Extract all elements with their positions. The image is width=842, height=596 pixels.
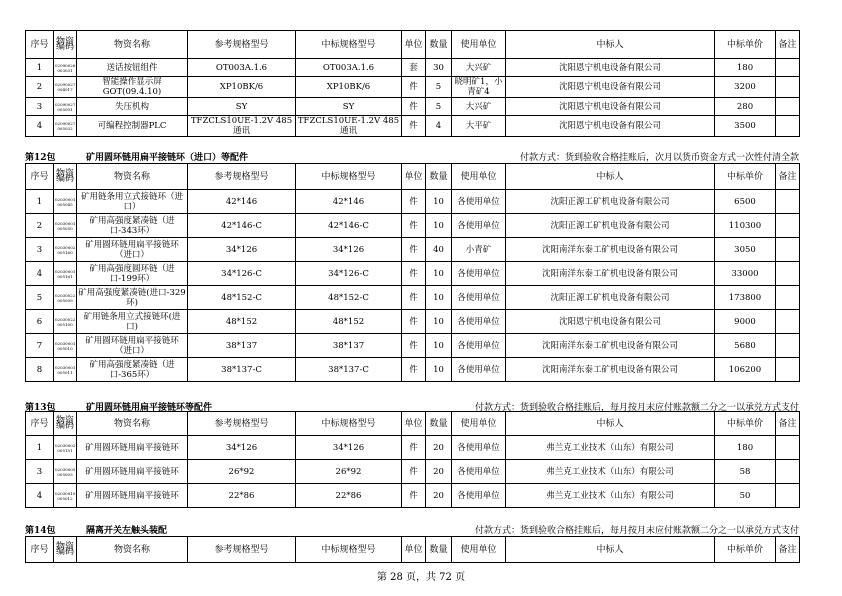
cell-note: [776, 77, 800, 98]
cell-price: 110300: [715, 214, 776, 238]
cell-winner: 沈阳南洋东泰工矿机电设备有限公司: [506, 334, 715, 358]
cell-code: 02030010 005012: [54, 484, 77, 508]
cell-seq: 6: [26, 310, 54, 334]
header-winner: 中标人: [506, 412, 715, 436]
cell-bid-model: 38*137: [296, 334, 402, 358]
header-unit: 单位: [402, 412, 426, 436]
cell-name: 矿用链条用立式接链环（进口）: [77, 190, 188, 214]
cell-bid-model: XP10BK/6: [296, 77, 402, 98]
cell-unit: 件: [402, 214, 426, 238]
cell-winner: 沈阳正源工矿机电设备有限公司: [506, 214, 715, 238]
header-price: 中标单价: [715, 31, 776, 59]
cell-bid-model: 34*126: [296, 436, 402, 460]
header-name: 物资名称: [77, 164, 188, 190]
header-note: 备注: [776, 537, 800, 563]
cell-ref-model: SY: [188, 98, 296, 116]
cell-user: 各使用单位: [452, 334, 506, 358]
cell-bid-model: OT003A.1.6: [296, 59, 402, 77]
table-row: [26, 262, 800, 286]
header-note: 备注: [776, 412, 800, 436]
header-price: 中标单价: [715, 537, 776, 563]
cell-winner: 沈阳恩宁机电设备有限公司: [506, 77, 715, 98]
cell-winner: 沈阳南洋东泰工矿机电设备有限公司: [506, 262, 715, 286]
cell-unit: 件: [402, 310, 426, 334]
cell-code: 02090027 005001: [54, 98, 77, 116]
cell-winner: 沈阳恩宁机电设备有限公司: [506, 59, 715, 77]
cell-unit: 件: [402, 460, 426, 484]
cell-unit: 件: [402, 116, 426, 137]
cell-price: 106200: [715, 358, 776, 382]
section-14-payment: 付款方式：货到验收合格挂账后，每月按月末应付账款额二分之一以承兑方式支付: [474, 526, 799, 536]
cell-note: [776, 358, 800, 382]
cell-name: 失压机构: [77, 98, 188, 116]
header-code: 物资编码: [54, 31, 77, 59]
cell-bid-model: TFZCLS10UE-1.2V 485通讯: [296, 116, 402, 137]
cell-ref-model: OT003A.1.6: [188, 59, 296, 77]
header-user: 使用单位: [452, 164, 506, 190]
cell-bid-model: 48*152-C: [296, 286, 402, 310]
cell-ref-model: 38*137-C: [188, 358, 296, 382]
cell-bid-model: 38*137-C: [296, 358, 402, 382]
cell-qty: 10: [426, 286, 452, 310]
cell-winner: 沈阳恩宁机电设备有限公司: [506, 98, 715, 116]
cell-ref-model: 48*152: [188, 310, 296, 334]
cell-user: 各使用单位: [452, 358, 506, 382]
cell-code: 02030001 005011: [54, 358, 77, 382]
cell-price: 6500: [715, 190, 776, 214]
cell-ref-model: XP10BK/6: [188, 77, 296, 98]
cell-code: 02090027 004017: [54, 77, 77, 98]
cell-price: 33000: [715, 262, 776, 286]
cell-ref-model: 42*146-C: [188, 214, 296, 238]
table-row: [26, 190, 800, 214]
cell-note: [776, 310, 800, 334]
section-14-table: [25, 536, 800, 563]
cell-note: [776, 334, 800, 358]
table-row: [26, 238, 800, 262]
section-13-payment: 付款方式：货到验收合格挂账后，每月按月末应付账款额二分之一以承兑方式支付: [474, 403, 799, 413]
cell-seq: 3: [26, 98, 54, 116]
cell-code: 02030022 005100: [54, 310, 77, 334]
cell-winner: 沈阳南洋东泰工矿机电设备有限公司: [506, 238, 715, 262]
cell-code: 02090026 003031: [54, 59, 77, 77]
cell-user: 各使用单位: [452, 460, 506, 484]
cell-qty: 40: [426, 238, 452, 262]
header-unit: 单位: [402, 537, 426, 563]
header-bid-model: 中标规格型号: [296, 412, 402, 436]
cell-name: 智能操作显示屏GOT(09.4.10): [77, 77, 188, 98]
cell-ref-model: 22*86: [188, 484, 296, 508]
cell-winner: 沈阳正源工矿机电设备有限公司: [506, 286, 715, 310]
cell-bid-model: 34*126: [296, 238, 402, 262]
cell-qty: 10: [426, 190, 452, 214]
cell-qty: 5: [426, 98, 452, 116]
header-price: 中标单价: [715, 412, 776, 436]
table-row: [26, 334, 800, 358]
cell-price: 180: [715, 436, 776, 460]
cell-winner: 弗兰克工业技术（山东）有限公司: [506, 460, 715, 484]
cell-price: 5680: [715, 334, 776, 358]
cell-name: 矿用高强度紧凑链（进口-365环）: [77, 358, 188, 382]
cell-code: 02030001 005050: [54, 214, 77, 238]
cell-seq: 3: [26, 460, 54, 484]
cell-unit: 件: [402, 436, 426, 460]
cell-unit: 件: [402, 98, 426, 116]
cell-price: 3050: [715, 238, 776, 262]
cell-winner: 弗兰克工业技术（山东）有限公司: [506, 484, 715, 508]
cell-name: 矿用圆环链用扁平接链环（进口）: [77, 238, 188, 262]
cell-price: 280: [715, 98, 776, 116]
cell-bid-model: 42*146: [296, 190, 402, 214]
header-name: 物资名称: [77, 412, 188, 436]
cell-name: 矿用高强度圆环链（进口-199环）: [77, 262, 188, 286]
cell-bid-model: 48*152: [296, 310, 402, 334]
header-seq: 序号: [26, 164, 54, 190]
header-qty: 数量: [426, 31, 452, 59]
cell-seq: 5: [26, 286, 54, 310]
header-note: 备注: [776, 31, 800, 59]
header-user: 使用单位: [452, 412, 506, 436]
cell-qty: 5: [426, 77, 452, 98]
section-12-header: [25, 150, 799, 162]
cell-ref-model: 48*152-C: [188, 286, 296, 310]
cell-name: 送话按钮组件: [77, 59, 188, 77]
cell-note: [776, 238, 800, 262]
header-seq: 序号: [26, 31, 54, 59]
cell-unit: 件: [402, 334, 426, 358]
cell-ref-model: 42*146: [188, 190, 296, 214]
header-note: 备注: [776, 164, 800, 190]
header-user: 使用单位: [452, 537, 506, 563]
cell-name: 可编程控制器PLC: [77, 116, 188, 137]
cell-note: [776, 116, 800, 137]
table-row: [26, 436, 800, 460]
cell-unit: 件: [402, 190, 426, 214]
cell-seq: 2: [26, 77, 54, 98]
cell-name: 矿用圆环链用扁平接链环: [77, 436, 188, 460]
table-row: [26, 484, 800, 508]
cell-user: 大平矿: [452, 116, 506, 137]
cell-price: 58: [715, 460, 776, 484]
section-12-payment: 付款方式：货到验收合格挂账后，次月以货币资金方式一次性付清全款: [519, 153, 799, 163]
cell-user: 晓明矿1，小青矿4: [452, 77, 506, 98]
header-ref-model: 参考规格型号: [188, 412, 296, 436]
header-name: 物资名称: [77, 31, 188, 59]
table-header-row: [26, 412, 800, 436]
section-14-number: 第14包: [25, 526, 56, 536]
cell-code: 02030001 005161: [54, 262, 77, 286]
cell-winner: 沈阳正源工矿机电设备有限公司: [506, 190, 715, 214]
cell-note: [776, 98, 800, 116]
cell-ref-model: 38*137: [188, 334, 296, 358]
cell-winner: 弗兰克工业技术（山东）有限公司: [506, 436, 715, 460]
cell-seq: 4: [26, 484, 54, 508]
cell-ref-model: 34*126: [188, 238, 296, 262]
cell-ref-model: 34*126: [188, 436, 296, 460]
section-13-name: 矿用圆环链用扁平接链环等配件: [86, 403, 213, 413]
cell-seq: 3: [26, 238, 54, 262]
cell-unit: 件: [402, 484, 426, 508]
header-unit: 单位: [402, 31, 426, 59]
cell-qty: 4: [426, 116, 452, 137]
cell-qty: 10: [426, 214, 452, 238]
cell-unit: 件: [402, 286, 426, 310]
cell-code: 02030005 005003: [54, 460, 77, 484]
header-bid-model: 中标规格型号: [296, 164, 402, 190]
header-bid-model: 中标规格型号: [296, 537, 402, 563]
cell-user: 各使用单位: [452, 484, 506, 508]
cell-price: 3200: [715, 77, 776, 98]
cell-qty: 20: [426, 460, 452, 484]
section-14-name: 隔离开关左触头装配: [86, 526, 168, 536]
cell-name: 矿用圆环链用扁平接链环（进口）: [77, 334, 188, 358]
header-name: 物资名称: [77, 537, 188, 563]
cell-code: 02030001 005045: [54, 190, 77, 214]
cell-seq: 8: [26, 358, 54, 382]
cell-ref-model: 26*92: [188, 460, 296, 484]
top-table: [25, 30, 800, 137]
cell-user: 大兴矿: [452, 59, 506, 77]
cell-seq: 2: [26, 214, 54, 238]
section-12-number: 第12包: [25, 153, 56, 163]
cell-bid-model: 42*146-C: [296, 214, 402, 238]
cell-unit: 件: [402, 358, 426, 382]
cell-note: [776, 190, 800, 214]
table-header-row: [26, 164, 800, 190]
cell-unit: 件: [402, 262, 426, 286]
cell-note: [776, 262, 800, 286]
cell-qty: 10: [426, 310, 452, 334]
cell-winner: 沈阳南洋东泰工矿机电设备有限公司: [506, 358, 715, 382]
table-row: [26, 59, 800, 77]
header-user: 使用单位: [452, 31, 506, 59]
cell-qty: 10: [426, 334, 452, 358]
table-row: [26, 286, 800, 310]
cell-seq: 4: [26, 262, 54, 286]
header-ref-model: 参考规格型号: [188, 31, 296, 59]
cell-unit: 件: [402, 238, 426, 262]
cell-user: 小青矿: [452, 238, 506, 262]
cell-note: [776, 436, 800, 460]
header-code: 物资编码: [54, 412, 77, 436]
cell-name: 矿用高强度紧凑链(进口-329环): [78, 287, 186, 308]
header-ref-model: 参考规格型号: [188, 537, 296, 563]
cell-code: 02030001 005010: [54, 334, 77, 358]
cell-name: 矿用高强度紧凑链（进口-343环）: [77, 214, 188, 238]
table-row: [26, 460, 800, 484]
header-seq: 序号: [26, 412, 54, 436]
table-header-row: [26, 537, 800, 563]
header-qty: 数量: [426, 537, 452, 563]
cell-qty: 10: [426, 358, 452, 382]
header-qty: 数量: [426, 164, 452, 190]
cell-bid-model: 22*86: [296, 484, 402, 508]
table-row: [26, 358, 800, 382]
cell-bid-model: 26*92: [296, 460, 402, 484]
header-seq: 序号: [26, 537, 54, 563]
section-13-table: [25, 411, 800, 508]
table-header-row: [26, 31, 800, 59]
cell-note: [776, 59, 800, 77]
cell-note: [776, 286, 800, 310]
cell-qty: 10: [426, 262, 452, 286]
section-12-table: [25, 163, 800, 382]
cell-name: 矿用链条用立式接链环(进口): [77, 310, 188, 334]
header-price: 中标单价: [715, 164, 776, 190]
cell-price: 180: [715, 59, 776, 77]
header-unit: 单位: [402, 164, 426, 190]
cell-bid-model: SY: [296, 98, 402, 116]
cell-ref-model: 34*126-C: [188, 262, 296, 286]
cell-seq: 1: [26, 190, 54, 214]
cell-winner: 沈阳恩宁机电设备有限公司: [506, 310, 715, 334]
cell-user: 各使用单位: [452, 286, 506, 310]
cell-code: 02090027 005032: [54, 116, 77, 137]
section-12-name: 矿用圆环链用扁平接链环（进口）等配件: [86, 153, 249, 163]
header-winner: 中标人: [506, 537, 715, 563]
header-qty: 数量: [426, 412, 452, 436]
table-row: [26, 214, 800, 238]
cell-user: 各使用单位: [452, 436, 506, 460]
cell-code: 02030002 005151: [54, 436, 77, 460]
header-ref-model: 参考规格型号: [188, 164, 296, 190]
cell-winner: 沈阳恩宁机电设备有限公司: [506, 116, 715, 137]
cell-price: 3500: [715, 116, 776, 137]
table-row: [26, 77, 800, 98]
table-row: [26, 310, 800, 334]
cell-bid-model: 34*126-C: [296, 262, 402, 286]
header-winner: 中标人: [506, 31, 715, 59]
cell-user: 大兴矿: [452, 98, 506, 116]
cell-name: 矿用圆环链用扁平接链环: [77, 484, 188, 508]
cell-ref-model: TFZCLS10UE-1.2V 485通讯: [188, 116, 296, 137]
cell-price: 173800: [715, 286, 776, 310]
page-footer: 第 28 页，共 72 页: [376, 572, 466, 583]
header-code: 物资编码: [54, 164, 77, 190]
cell-seq: 4: [26, 116, 54, 137]
cell-qty: 30: [426, 59, 452, 77]
cell-seq: 7: [26, 334, 54, 358]
cell-user: 各使用单位: [452, 190, 506, 214]
cell-note: [776, 214, 800, 238]
cell-unit: 套: [402, 59, 426, 77]
header-code: 物资编码: [54, 537, 77, 563]
header-winner: 中标人: [506, 164, 715, 190]
cell-unit: 件: [402, 77, 426, 98]
cell-note: [776, 460, 800, 484]
table-row: [26, 98, 800, 116]
cell-seq: 1: [26, 436, 54, 460]
cell-user: 各使用单位: [452, 262, 506, 286]
cell-seq: 1: [26, 59, 54, 77]
cell-code: 02030002 005160: [54, 238, 77, 262]
cell-price: 50: [715, 484, 776, 508]
cell-qty: 20: [426, 436, 452, 460]
cell-name: 矿用圆环链用扁平接链环: [77, 460, 188, 484]
section-14-header: [25, 523, 799, 535]
cell-qty: 20: [426, 484, 452, 508]
table-row: [26, 116, 800, 137]
cell-code: 02030022 005099: [54, 286, 77, 310]
cell-user: 各使用单位: [452, 214, 506, 238]
header-bid-model: 中标规格型号: [296, 31, 402, 59]
cell-price: 9000: [715, 310, 776, 334]
cell-note: [776, 484, 800, 508]
section-13-number: 第13包: [25, 403, 56, 413]
cell-user: 各使用单位: [452, 310, 506, 334]
